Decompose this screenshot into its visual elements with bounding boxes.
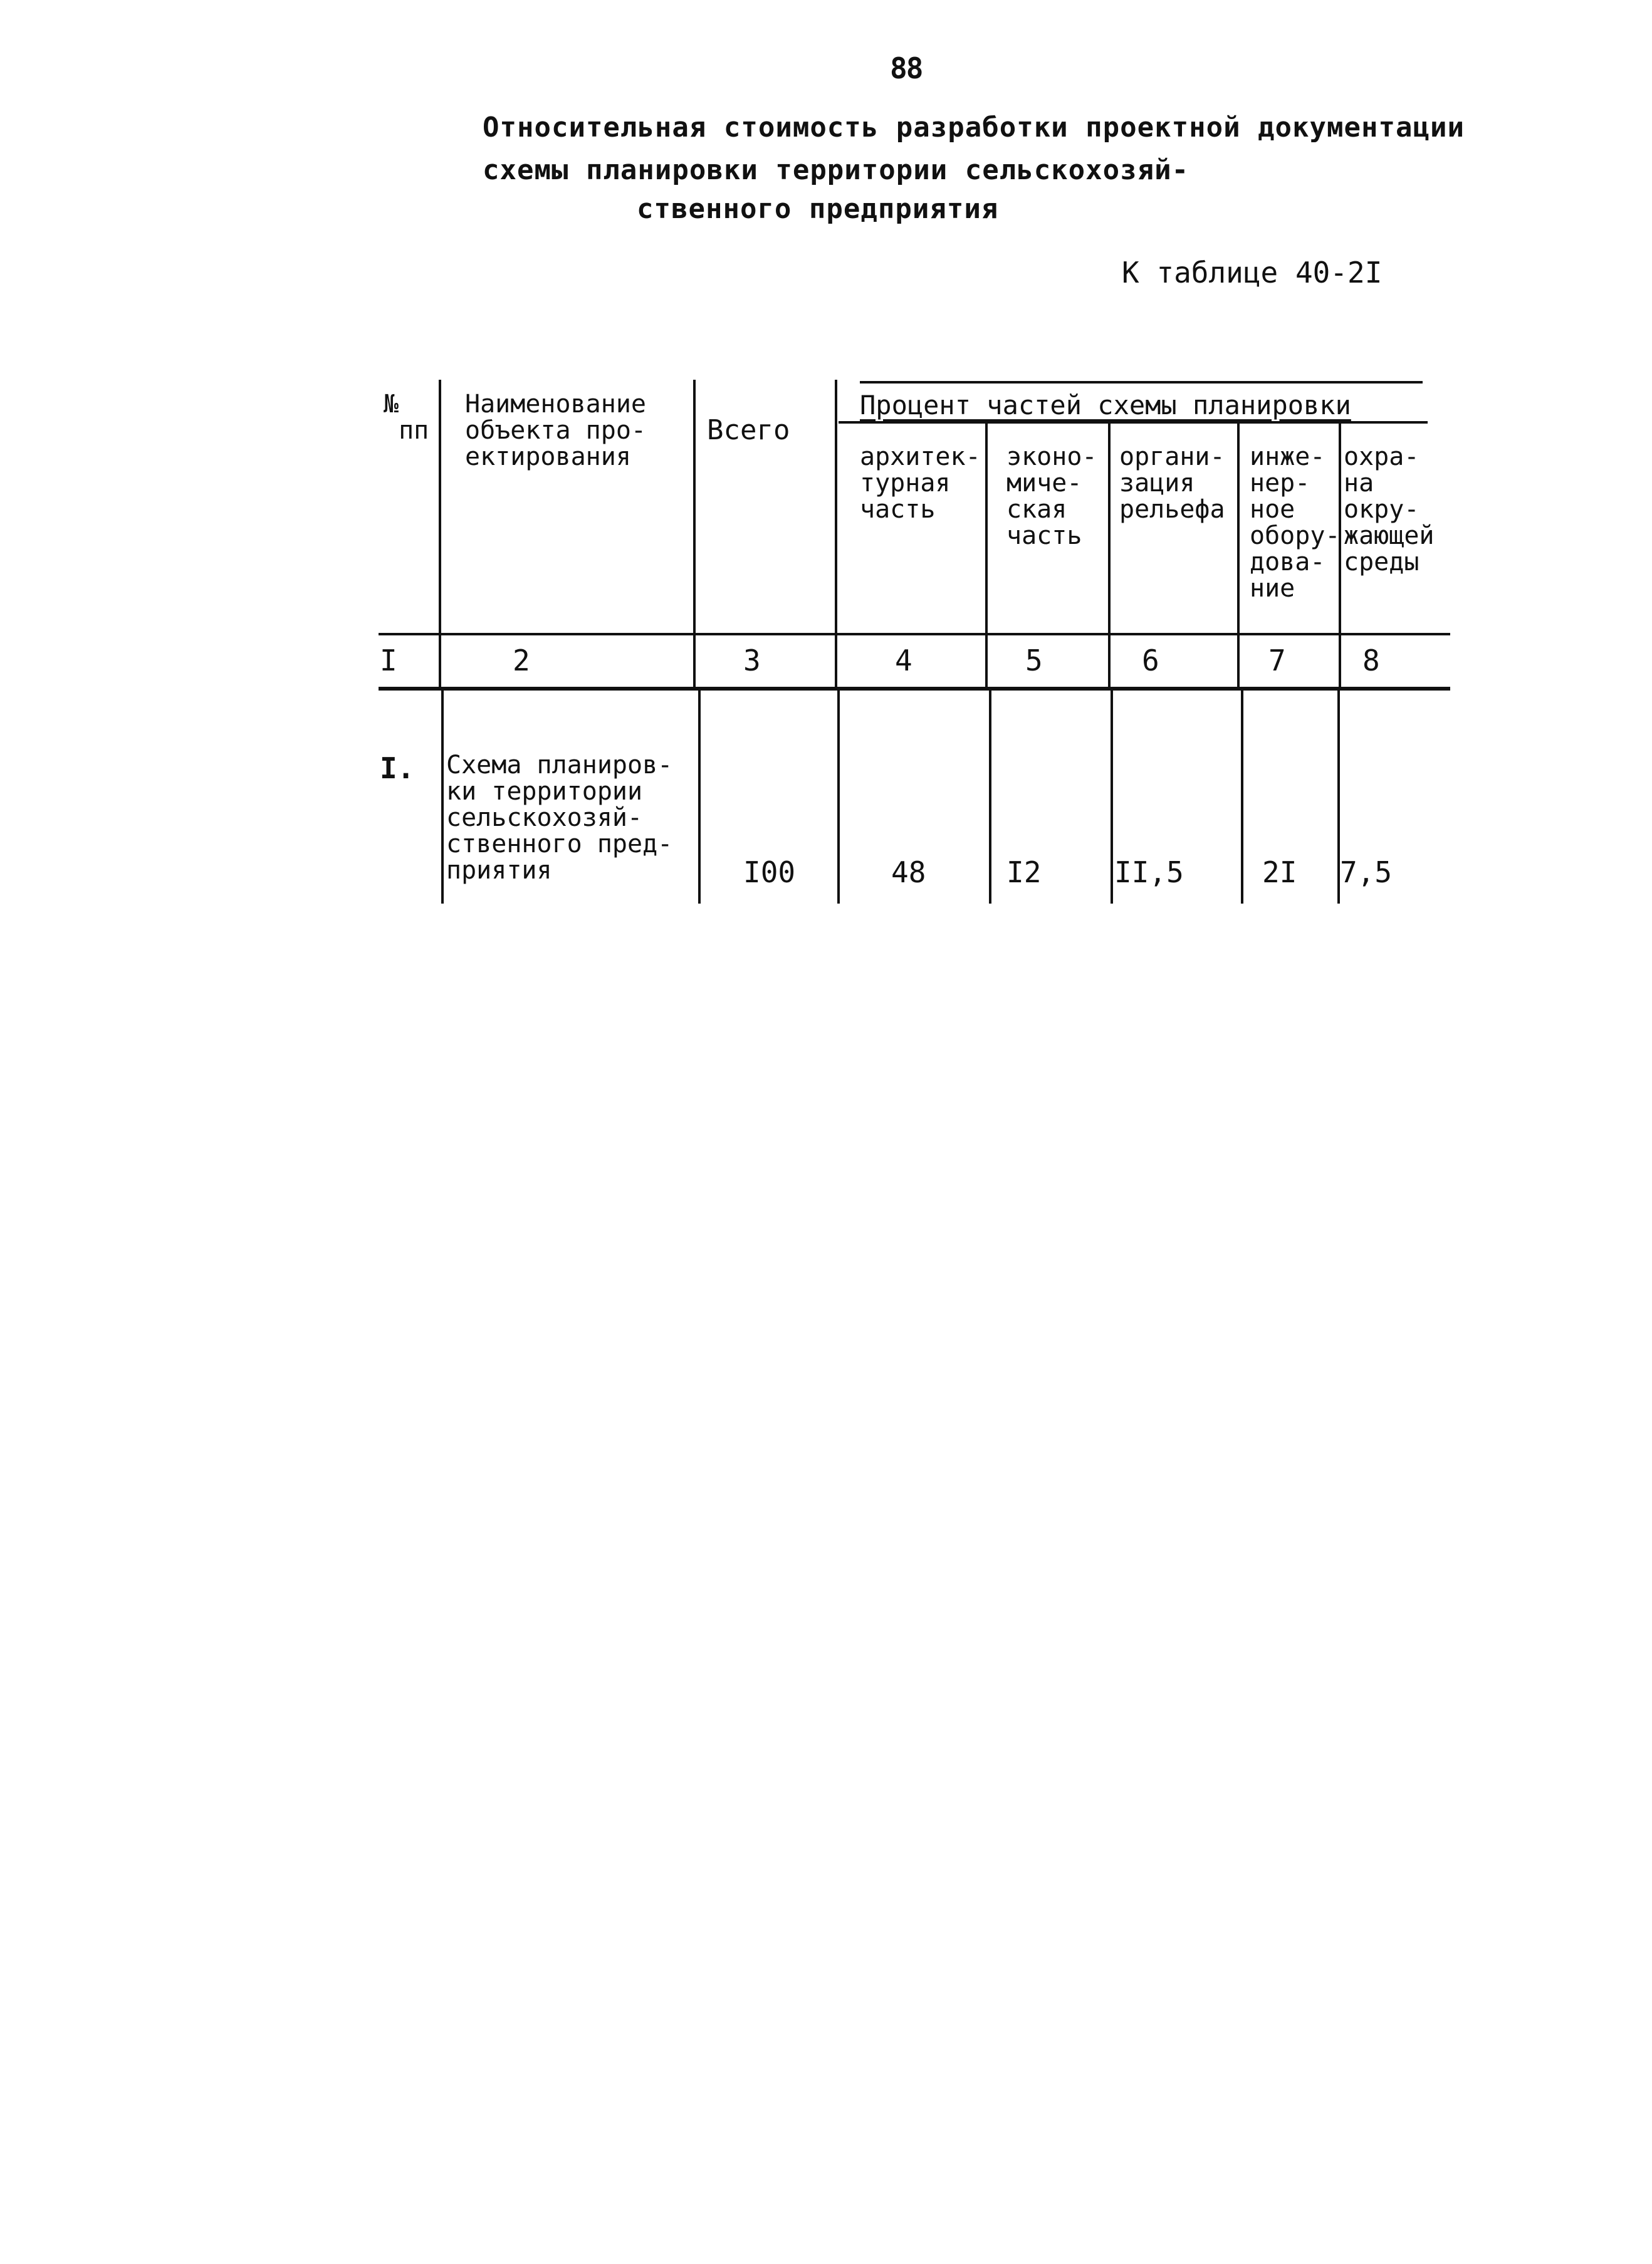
page-number: 88 — [890, 51, 923, 85]
column-number-1: I — [380, 644, 397, 677]
column-number-2: 2 — [513, 644, 530, 677]
row-architectural: 48 — [891, 855, 926, 889]
vline-col7 — [1237, 421, 1240, 687]
header-col5: эконо- миче- ская часть — [1006, 442, 1097, 550]
column-number-4: 4 — [895, 644, 912, 677]
row-object-name: Схема планиров- ки территории сельскохозяй- ственного пред- приятия — [446, 751, 673, 885]
vline-body-col2 — [441, 689, 444, 904]
row-relief: II,5 — [1114, 855, 1184, 889]
row-economic: I2 — [1006, 855, 1042, 889]
vline-body-col3 — [698, 689, 701, 904]
header-col6: органи- зация рельефа — [1119, 442, 1225, 524]
group-header: Процент частей схемы планировки — [860, 390, 1351, 420]
column-number-5: 5 — [1025, 644, 1043, 677]
header-col3: Всего — [707, 414, 790, 446]
column-number-rule — [379, 687, 1450, 691]
header-col2: Наименование объекта про- ектирования — [465, 390, 646, 471]
header-bottom-rule — [379, 633, 1450, 635]
vline-body-col6 — [1111, 689, 1113, 904]
row-environment: 7,5 — [1340, 855, 1393, 889]
header-col7: инже- нер- ное обору- дова- ние — [1250, 442, 1341, 603]
header-col8: охра- на окру- жающей среды — [1344, 442, 1435, 576]
document-title-line-2: схемы планировки территории сельскохозяй- — [483, 154, 1189, 186]
header-col1: № пп — [384, 390, 429, 445]
row-engineering: 2I — [1262, 855, 1297, 889]
column-number-6: 6 — [1142, 644, 1159, 677]
table-reference: К таблице 40-2I — [1122, 256, 1383, 290]
vline-col4 — [835, 380, 837, 687]
vline-body-col7 — [1241, 689, 1243, 904]
column-number-3: 3 — [743, 644, 761, 677]
column-number-7: 7 — [1268, 644, 1286, 677]
vline-col5 — [985, 421, 988, 687]
document-title-line-3: ственного предприятия — [637, 193, 999, 225]
vline-col6 — [1108, 421, 1111, 687]
vline-col3 — [693, 380, 696, 687]
table-top-rule — [860, 381, 1423, 383]
vline-body-col5 — [989, 689, 991, 904]
row-total: I00 — [743, 855, 796, 889]
vline-body-col4 — [837, 689, 840, 904]
vline-col2 — [439, 380, 441, 687]
document-title-line-1: Относительная стоимость разработки проектной документации — [483, 112, 1465, 143]
row-number: I. — [380, 751, 415, 785]
header-col4: архитек- турная часть — [860, 442, 981, 524]
column-number-8: 8 — [1362, 644, 1380, 677]
